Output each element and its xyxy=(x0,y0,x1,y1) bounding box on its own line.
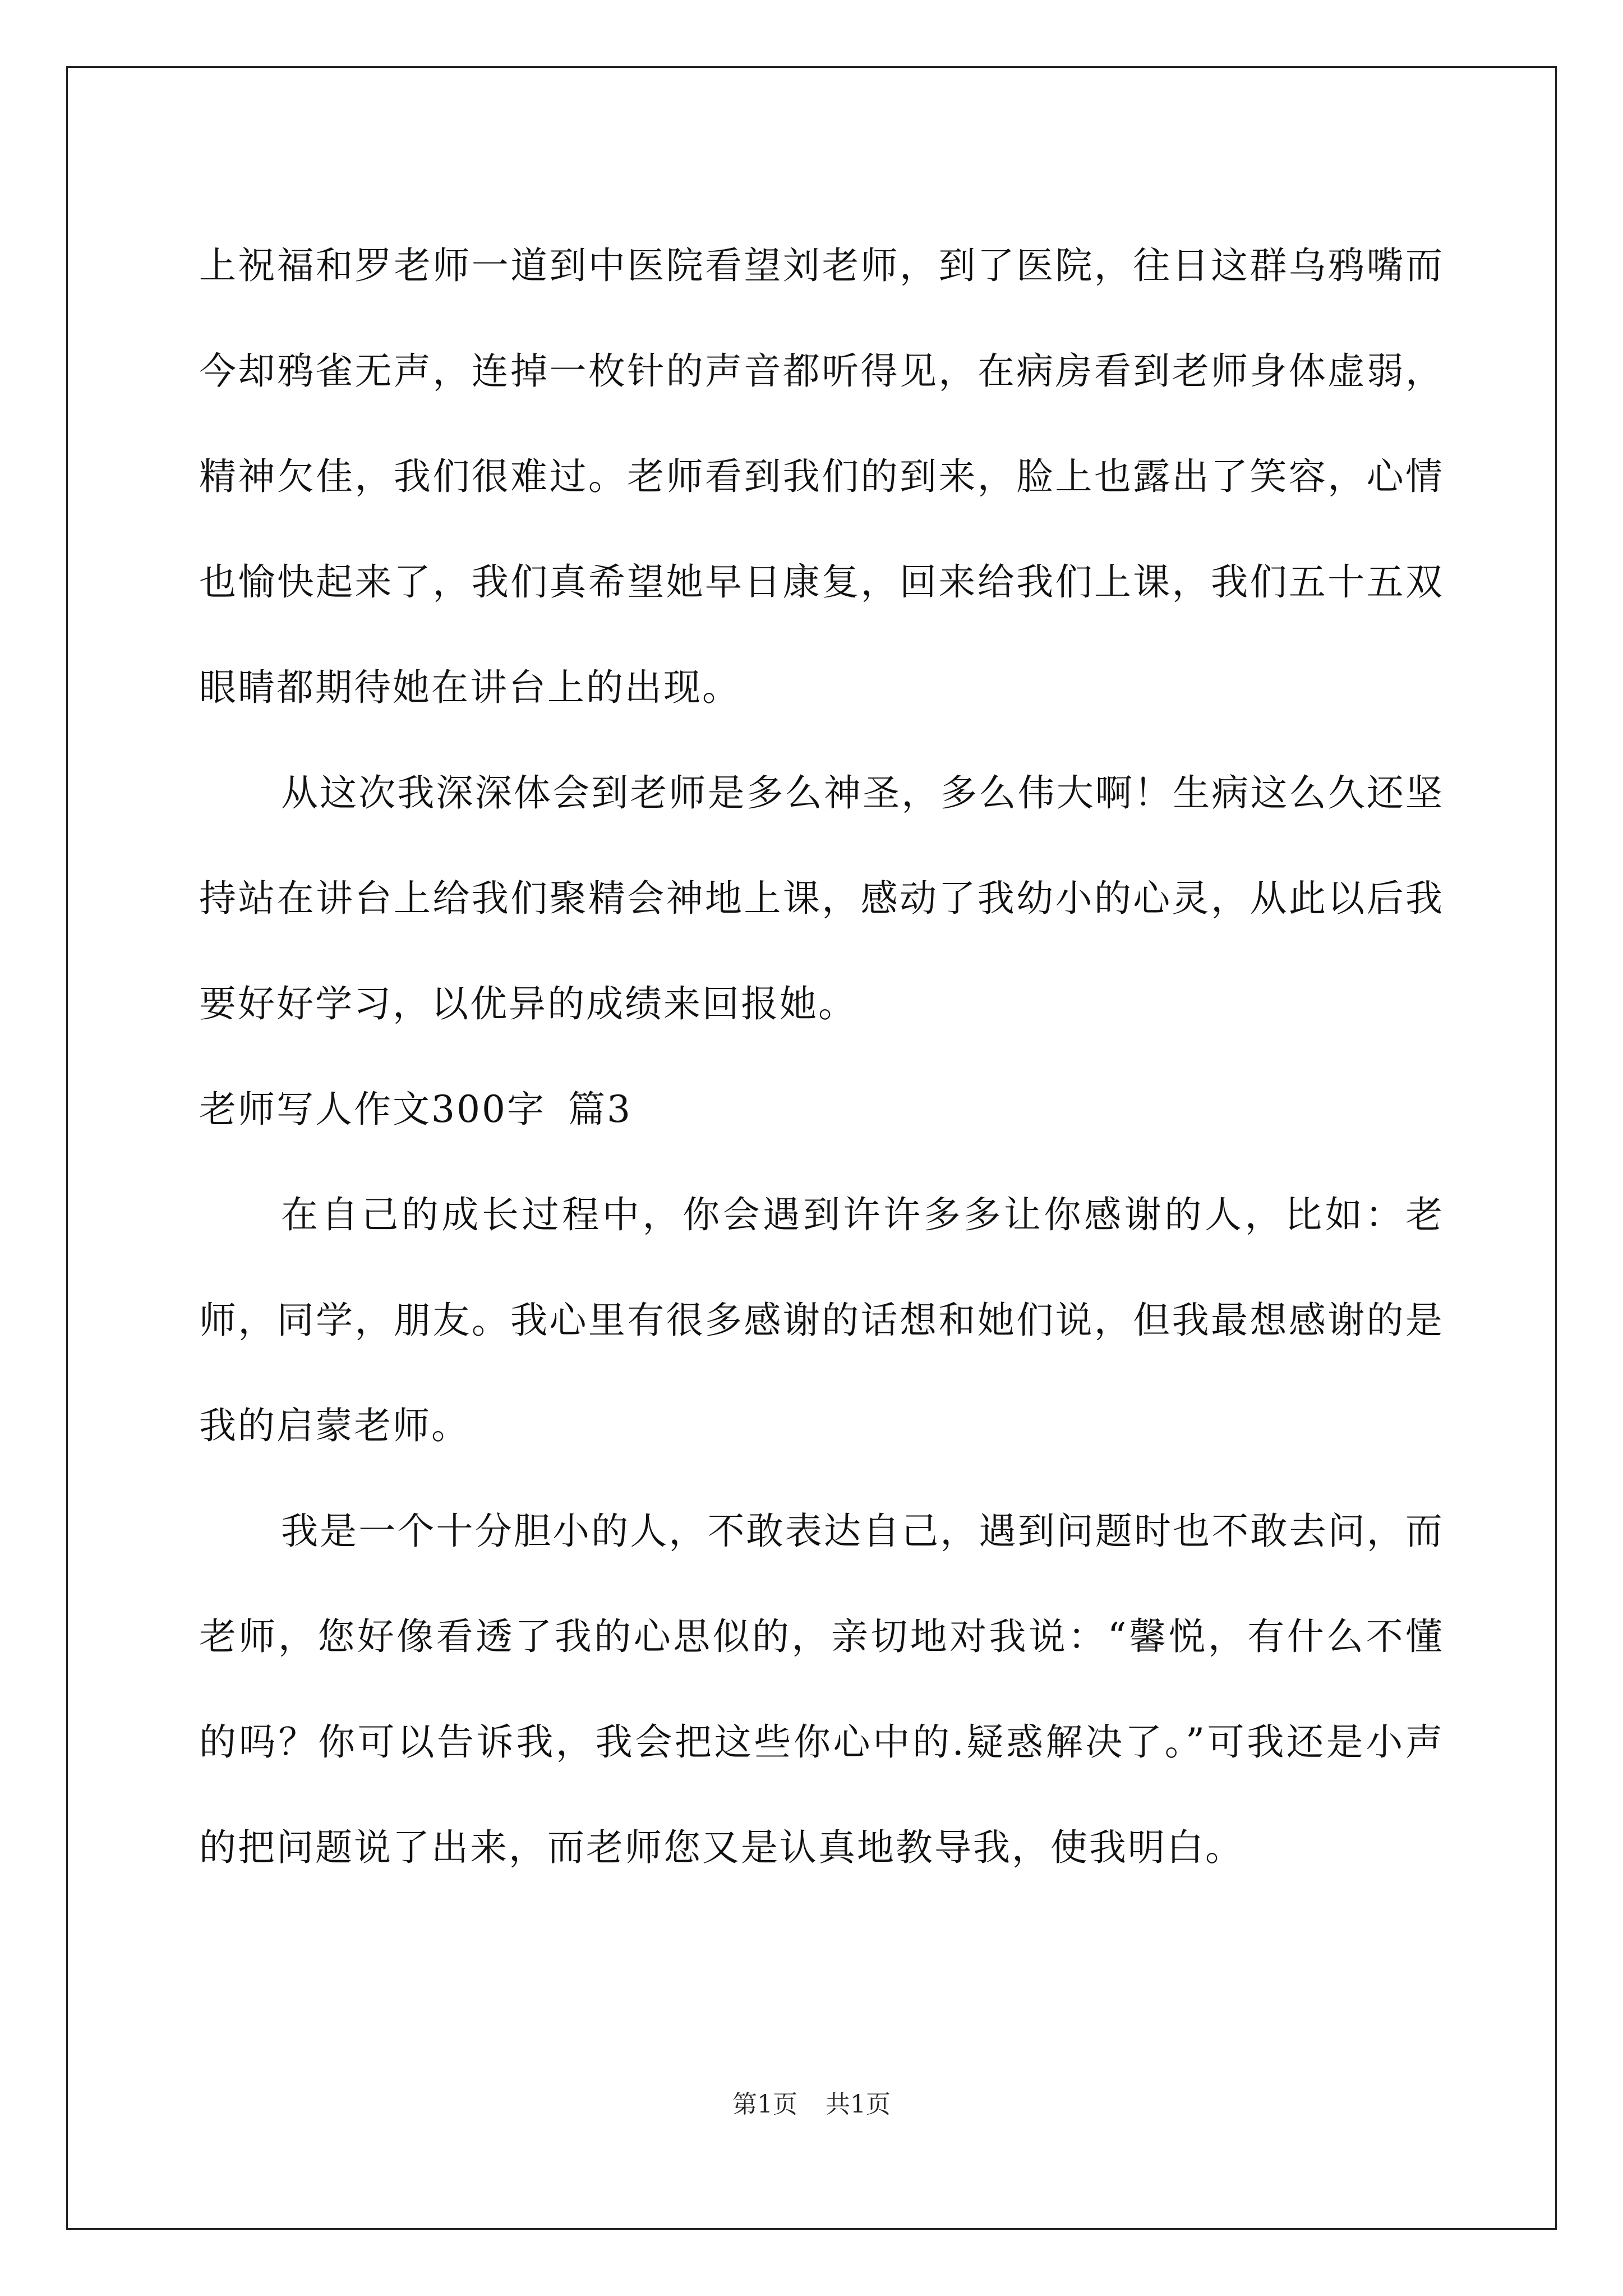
document-body xyxy=(199,213,1444,1901)
page-footer xyxy=(0,2084,1623,2120)
paragraph-1: 上祝福和罗老师一道到中医院看望刘老师，到了医院，往日这群乌鸦嘴而今却鸦雀无声，连掉一枚针的声音都听得见，在病房看到老师身体虚弱，精神欠佳，我们很难过。老师看到我们的到来，脸上也露出了笑容，心情也愉快起来了，我们真希望她早日康复，回来给我们上课，我们五十五双眼睛都期待她在讲台上的出现。 xyxy=(199,244,1444,709)
heading-section: 篇3 xyxy=(568,1088,632,1131)
paragraph-4: 我是一个十分胆小的人，不敢表达自己，遇到问题时也不敢去问，而老师，您好像看透了我的心思似的，亲切地对我说：“馨悦，有什么不懂的吗？你可以告诉我，我会把这些你心中的.疑惑解决了。”可我还是小声的把问题说了出来，而老师您又是认真地教导我，使我明白。 xyxy=(199,1510,1444,1869)
paragraph-2: 从这次我深深体会到老师是多么神圣，多么伟大啊！生病这么久还坚持站在讲台上给我们聚精会神地上课，感动了我幼小的心灵，从此以后我要好好学习，以优异的成绩来回报她。 xyxy=(199,771,1444,1025)
paragraph-3: 在自己的成长过程中，你会遇到许许多多让你感谢的人，比如：老师，同学，朋友。我心里有很多感谢的话想和她们说，但我最想感谢的是我的启蒙老师。 xyxy=(199,1193,1444,1447)
heading-title: 老师写人作文300字 xyxy=(199,1088,546,1131)
page-number-total: 共1页 xyxy=(826,2090,891,2119)
section-heading xyxy=(199,1057,1444,1162)
page-number-current: 第1页 xyxy=(732,2090,797,2119)
